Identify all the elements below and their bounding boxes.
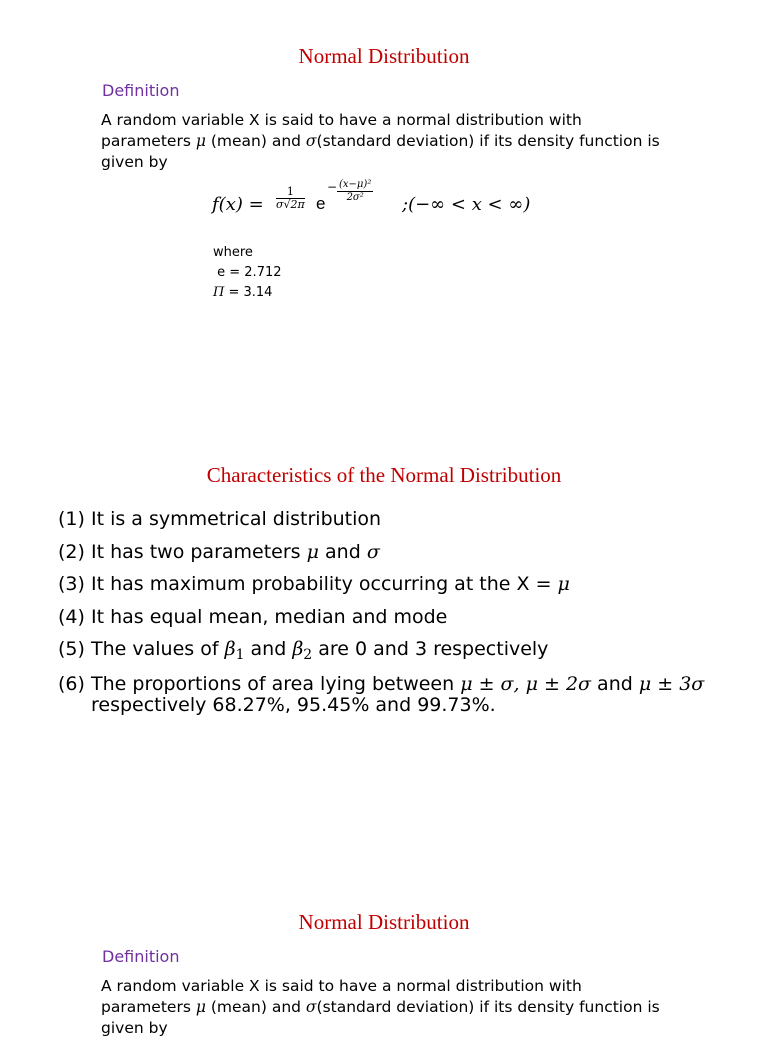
mu-symbol: μ: [306, 540, 319, 563]
where-block: [213, 243, 282, 303]
item-text: [91, 536, 718, 569]
characteristics-list: [58, 503, 718, 715]
section1-title: Normal Distribution: [298, 44, 470, 68]
item-number: (3): [58, 573, 85, 595]
list-item: [58, 503, 718, 536]
para-line-2: [101, 997, 667, 1018]
item-text: It has equal mean, median and mode: [91, 605, 448, 628]
list-item: [58, 568, 718, 601]
item-number: (4): [58, 605, 85, 628]
e-value: e = 2.712: [213, 265, 282, 280]
fraction-denominator: σ√2π: [276, 198, 305, 211]
section2-title: Characteristics of the Normal Distribution: [206, 463, 562, 487]
item-text: [91, 633, 718, 668]
section1-definition-paragraph: [101, 110, 667, 173]
item-text-part: and: [318, 540, 367, 563]
item-text: It is a symmetrical distribution: [91, 508, 382, 530]
para-text: (mean) and: [205, 998, 306, 1016]
list-item: [58, 536, 718, 569]
formula-f: f: [212, 194, 219, 215]
pi-value-line: [213, 283, 282, 303]
para-text: (mean) and: [205, 132, 306, 150]
mu-symbol: μ: [195, 132, 206, 150]
para-text: (standard deviation) if its density function is: [316, 998, 660, 1016]
para-text: parameters: [101, 132, 196, 150]
item-text-part: It has maximum probability occurring at the X =: [91, 573, 558, 595]
subscript: 2: [303, 647, 313, 663]
item-text-part: and: [591, 672, 639, 695]
euler-e: e: [316, 194, 326, 213]
formula-arg: (x) =: [218, 194, 264, 215]
list-item: [58, 633, 718, 668]
item-text-continuation: respectively 68.27%, 95.45% and 99.73%.: [91, 694, 496, 716]
item-number: (2): [58, 540, 85, 563]
para-line-3: given by: [101, 153, 168, 171]
exponent-fraction: [337, 179, 373, 204]
pi-value: = 3.14: [224, 285, 273, 300]
sigma-symbol: σ: [305, 132, 317, 150]
section3-definition-paragraph: [101, 976, 667, 1039]
exponent-numerator: (x−μ)²: [339, 179, 372, 190]
section1-definition-label: Definition: [102, 81, 180, 100]
item-text-part: are 0 and 3 respectively: [312, 638, 549, 660]
formula-lhs: [212, 194, 264, 215]
item-text: [91, 568, 718, 601]
exponent-minus: −: [327, 180, 338, 194]
beta-symbol: β: [224, 638, 236, 660]
fraction-numerator: 1: [276, 186, 305, 199]
para-line-2: [101, 131, 667, 152]
list-item: [58, 601, 718, 634]
item-text-part: The values of: [91, 638, 225, 660]
item-text-part: and: [244, 638, 293, 660]
item-number: (6): [58, 672, 85, 695]
formula-range: ;(−∞ < x < ∞): [402, 194, 531, 215]
pi-symbol: Π: [213, 285, 225, 300]
item-number: (1): [58, 508, 85, 530]
list-item: [58, 668, 718, 716]
para-text: (standard deviation) if its density function is: [316, 132, 660, 150]
item-text-part: The proportions of area lying between: [91, 672, 461, 695]
sigma-symbol: σ: [305, 998, 317, 1016]
para-line-1: A random variable X is said to have a normal distribution with: [101, 977, 582, 995]
para-text: parameters: [101, 998, 196, 1016]
item-number: (5): [58, 638, 85, 660]
math-expression: μ ± σ, μ ± 2σ: [460, 672, 592, 695]
item-text-part: It has two parameters: [91, 540, 307, 563]
para-line-1: A random variable X is said to have a normal distribution with: [101, 111, 582, 129]
sigma-symbol: σ: [366, 540, 380, 563]
para-line-3: given by: [101, 1019, 168, 1037]
math-expression: μ ± 3σ: [638, 672, 705, 695]
coefficient-fraction: [276, 186, 305, 211]
section3-title: Normal Distribution: [298, 910, 470, 934]
exponent-denominator: 2σ²: [346, 192, 364, 203]
beta-symbol: β: [292, 638, 304, 660]
mu-symbol: μ: [195, 998, 206, 1016]
section3-definition-label: Definition: [102, 947, 180, 966]
mu-symbol: μ: [557, 573, 570, 595]
where-label: where: [213, 245, 253, 260]
subscript: 1: [235, 647, 245, 663]
